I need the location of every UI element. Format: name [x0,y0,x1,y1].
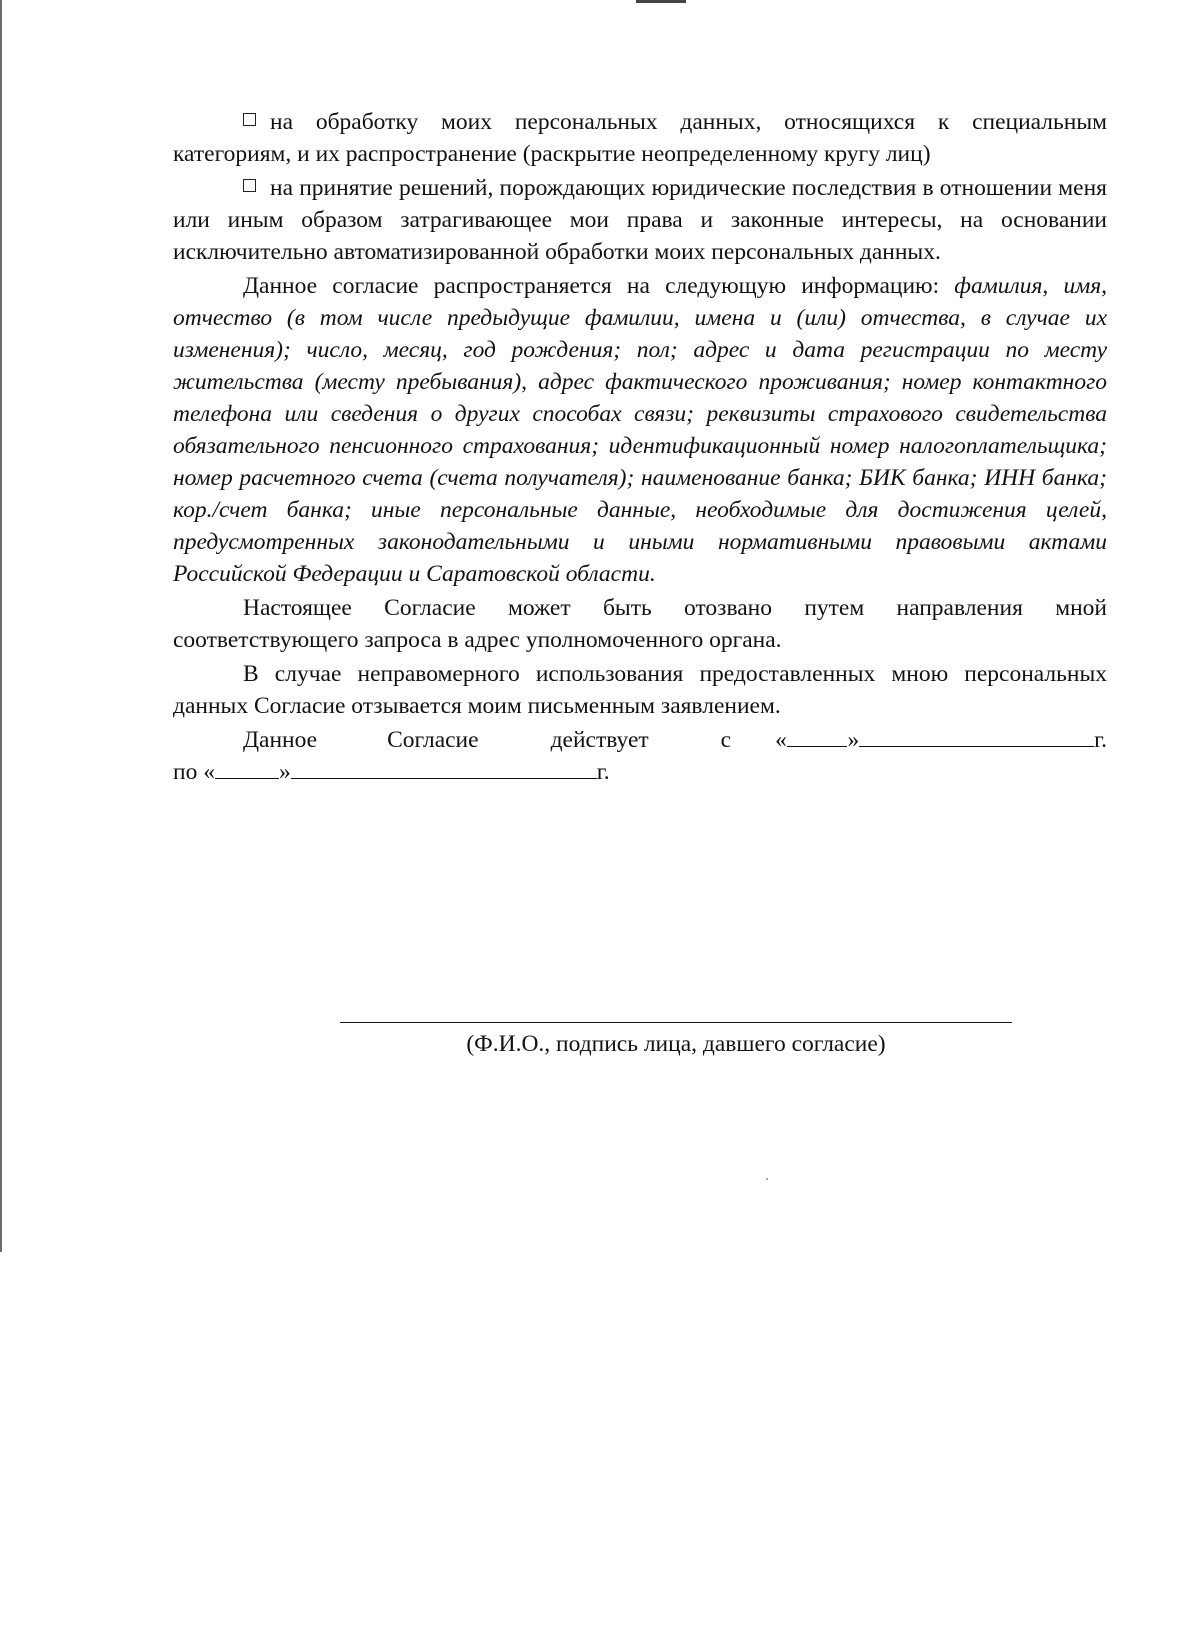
document-body [173,106,1107,788]
misuse-text: В случае неправомерного использования предоставленных мною персональных данных Согласие отзывается моим письменным заявлением. [173,661,1107,719]
revocation-paragraph [173,592,1107,656]
end-month-year-field[interactable] [291,756,597,779]
start-open-quote: « [775,727,787,753]
misuse-paragraph [173,658,1107,722]
checkbox-special-categories[interactable] [243,113,256,126]
validity-start-line [173,724,1107,756]
signature-line[interactable] [340,1022,1012,1023]
consent-automated-decisions-paragraph [173,172,1107,268]
start-day-field[interactable] [787,724,848,747]
validity-end-line [173,756,1107,788]
end-close-quote: » [278,759,291,785]
validity-period [173,724,1107,788]
consent-automated-decisions-text: на принятие решений, порождающих юридические последствия в отношении меня или иным образом затрагивающее мои права и законные интересы, на основании исключительно автоматизированной обработки моих персональных данных. [173,175,1107,265]
start-year-suffix: г. [1094,727,1107,753]
top-mark [636,0,686,3]
scope-paragraph [173,270,1107,590]
end-year-suffix: г. [596,759,610,785]
checkbox-automated-decisions[interactable] [243,179,256,192]
scope-intro-text: Данное согласие распространяется на следующую информацию: [243,273,940,299]
validity-word-1: Данное [243,727,318,753]
end-day-field[interactable] [215,756,279,779]
start-month-year-field[interactable] [859,724,1094,747]
page-edge [0,0,2,1252]
end-prefix: по « [173,759,215,785]
consent-special-categories-paragraph [173,106,1107,170]
signature-caption: (Ф.И.О., подпись лица, давшего согласие) [466,1031,886,1057]
scan-speck [766,1178,768,1180]
start-close-quote: » [847,727,860,753]
validity-word-2: Согласие [387,727,479,753]
validity-word-3: действует [550,727,649,753]
scope-list-text: фамилия, имя, отчество (в том числе предыдущие фамилии, имена и (или) отчества, в случае их изменения); число, месяц, год рождения; пол; адрес и дата регистрации по месту жительства (месту пребывания), адрес фактического проживания; номер контактного телефона или сведения о других способах связи; реквизиты страхового свидетельства обязательного пенсионного страхования; идентификационный номер налогоплательщика; номер расчетного счета (счета получателя); наименование банка; БИК банка; ИНН банка; кор./счет банка; иные персональные данные, необходимые для достижения целей, предусмотренных законодательными и иными нормативными правовыми актами Российской Федерации и Саратовской области. [173,273,1108,587]
validity-word-4: с [720,727,732,753]
consent-special-categories-text: на обработку моих персональных данных, относящихся к специальным категориям, и их распространение (раскрытие неопределенному кругу лиц) [173,109,1107,167]
revocation-text: Настоящее Согласие может быть отозвано путем направления мной соответствующего запроса в адрес уполномоченного органа. [173,595,1107,653]
